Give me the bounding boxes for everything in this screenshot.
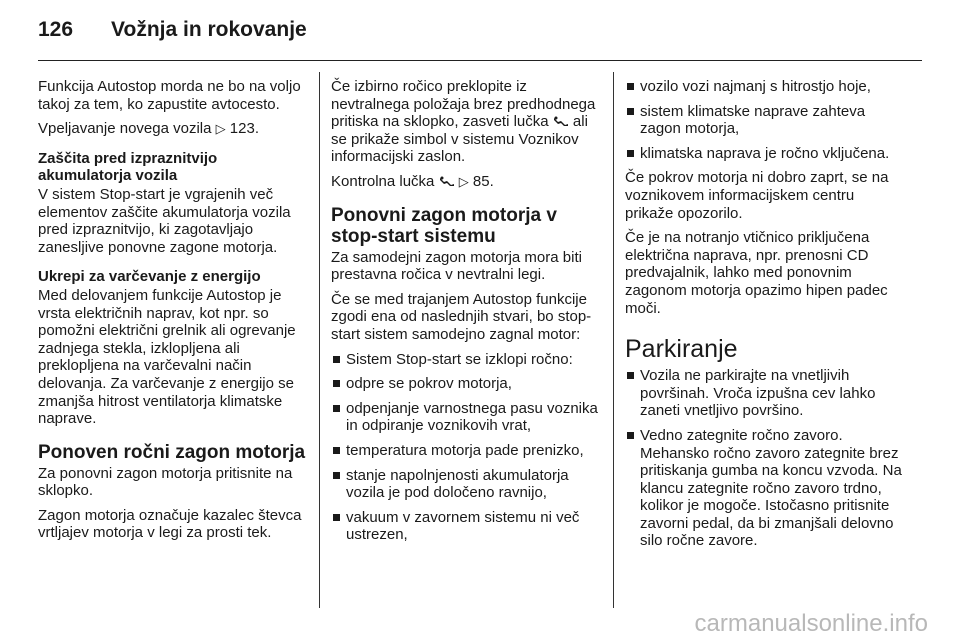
paragraph — [331, 78, 603, 166]
column-1 — [38, 78, 306, 549]
paragraph: Če pokrov motorja ni dobro zaprt, se na voznikovem informacijskem centru prikaže opozorilo. — [625, 169, 889, 222]
paragraph-text: ali se prikaže simbol v sistemu Voznikov informacijski zaslon. — [331, 113, 588, 166]
paragraph: Za samodejni zagon motorja mora biti prestavna ročica v nevtralni legi. — [331, 248, 582, 284]
list-item: sistem klimatske naprave zahteva zagon motorja, — [625, 103, 905, 138]
page-reference-triangle-icon: ▷ — [215, 121, 226, 137]
paragraph — [38, 120, 306, 138]
column-divider — [319, 72, 320, 608]
list-item: vakuum v zavornem sistemu ni več ustrezen, — [331, 509, 603, 544]
page-reference[interactable]: 85. — [472, 172, 494, 190]
list-item: temperatura motorja pade prenizko, — [331, 442, 603, 460]
subheading: Ukrepi za varčevanje z energijo — [38, 268, 261, 286]
page-number: 126 — [38, 18, 74, 41]
autostop-control-lamp-icon — [439, 174, 455, 185]
subheading: Zaščita pred izpraznitvijo akumulatorja vozila — [38, 149, 218, 185]
list-item: Vedno zategnite ročno zavoro. Mehansko ročno zavoro zategnite brez pritiskanja gumba na koncu vzvoda. Na klancu zategnite ročno zavoro trdno, kolikor je mogoče. Istočasno pritisnite zavorni pedal, da bi zmanjšali delovno silo ročne zavore. — [625, 427, 905, 550]
paragraph-text: Kontrolna lučka — [331, 172, 439, 190]
page-reference[interactable]: 123. — [229, 120, 259, 138]
header-rule — [38, 60, 922, 61]
paragraph: Zagon motorja označuje kazalec števca vrtljajev motorja v legi za prosti tek. — [38, 506, 302, 542]
column-divider — [613, 72, 614, 608]
page-title: Vožnja in rokovanje — [111, 18, 307, 41]
paragraph-text: Vpeljavanje novega vozila — [38, 120, 216, 138]
list-item: odpre se pokrov motorja, — [331, 375, 603, 393]
paragraph: Če je na notranjo vtičnico priključena električna naprava, npr. prenosni CD predvajalnik, lahko med ponovnim zagonom motorja opazimo hipen padec moči. — [625, 229, 888, 317]
paragraph: Med delovanjem funkcije Autostop je vrsta električnih naprav, kot npr. so pomožni električni grelnik ali ogrevanje zadnjega stekla, izklopljena ali preklopljena na varčevalni način delovanja. Za varčevanje z energijo se zmanjša hitrost ventilatorja klimatske naprave. — [38, 286, 296, 428]
bullet-list — [331, 351, 603, 544]
section-heading: Ponovni zagon motorja v stop-start sistemu — [331, 204, 557, 247]
paragraph: V sistem Stop-start je vgrajenih več elementov zaščite akumulatorja vozila pred izpraznitvijo, ki zagotavljajo zanesljive ponovne zagone motorja. — [38, 185, 291, 256]
autostop-control-lamp-icon — [553, 114, 569, 125]
paragraph — [331, 173, 603, 191]
list-item: Vozila ne parkirajte na vnetljivih površinah. Vroča izpušna cev lahko zaneti vnetljivo površino. — [625, 367, 905, 420]
list-item: odpenjanje varnostnega pasu voznika in odpiranje voznikovih vrat, — [331, 400, 603, 435]
paragraph: Če se med trajanjem Autostop funkcije zgodi ena od naslednjih stvari, bo stop-start sistem samodejno zagnal motor: — [331, 290, 592, 343]
section-heading: Parkiranje — [625, 335, 738, 364]
page-reference-triangle-icon: ▷ — [458, 173, 469, 189]
bullet-list — [625, 78, 905, 162]
watermark: carmanualsonline.info — [694, 610, 928, 637]
list-item: stanje napolnjenosti akumulatorja vozila je pod določeno ravnijo, — [331, 467, 603, 502]
paragraph: Za ponovni zagon motorja pritisnite na sklopko. — [38, 464, 293, 500]
page-header — [38, 18, 922, 54]
column-3 — [625, 78, 905, 557]
list-item: klimatska naprava je ročno vključena. — [625, 145, 905, 163]
paragraph-text: Če izbirno ročico preklopite iz nevtralnega položaja brez predhodnega pritiska na sklopko, zasveti lučka — [331, 78, 596, 131]
section-heading: Ponoven ročni zagon motorja — [38, 441, 306, 463]
bullet-list — [625, 367, 905, 550]
list-item: vozilo vozi najmanj s hitrostjo hoje, — [625, 78, 905, 96]
paragraph: Funkcija Autostop morda ne bo na voljo takoj za tem, ko zapustite avtocesto. — [38, 78, 301, 113]
list-item: Sistem Stop-start se izklopi ročno: — [331, 351, 603, 369]
column-2 — [331, 78, 603, 551]
